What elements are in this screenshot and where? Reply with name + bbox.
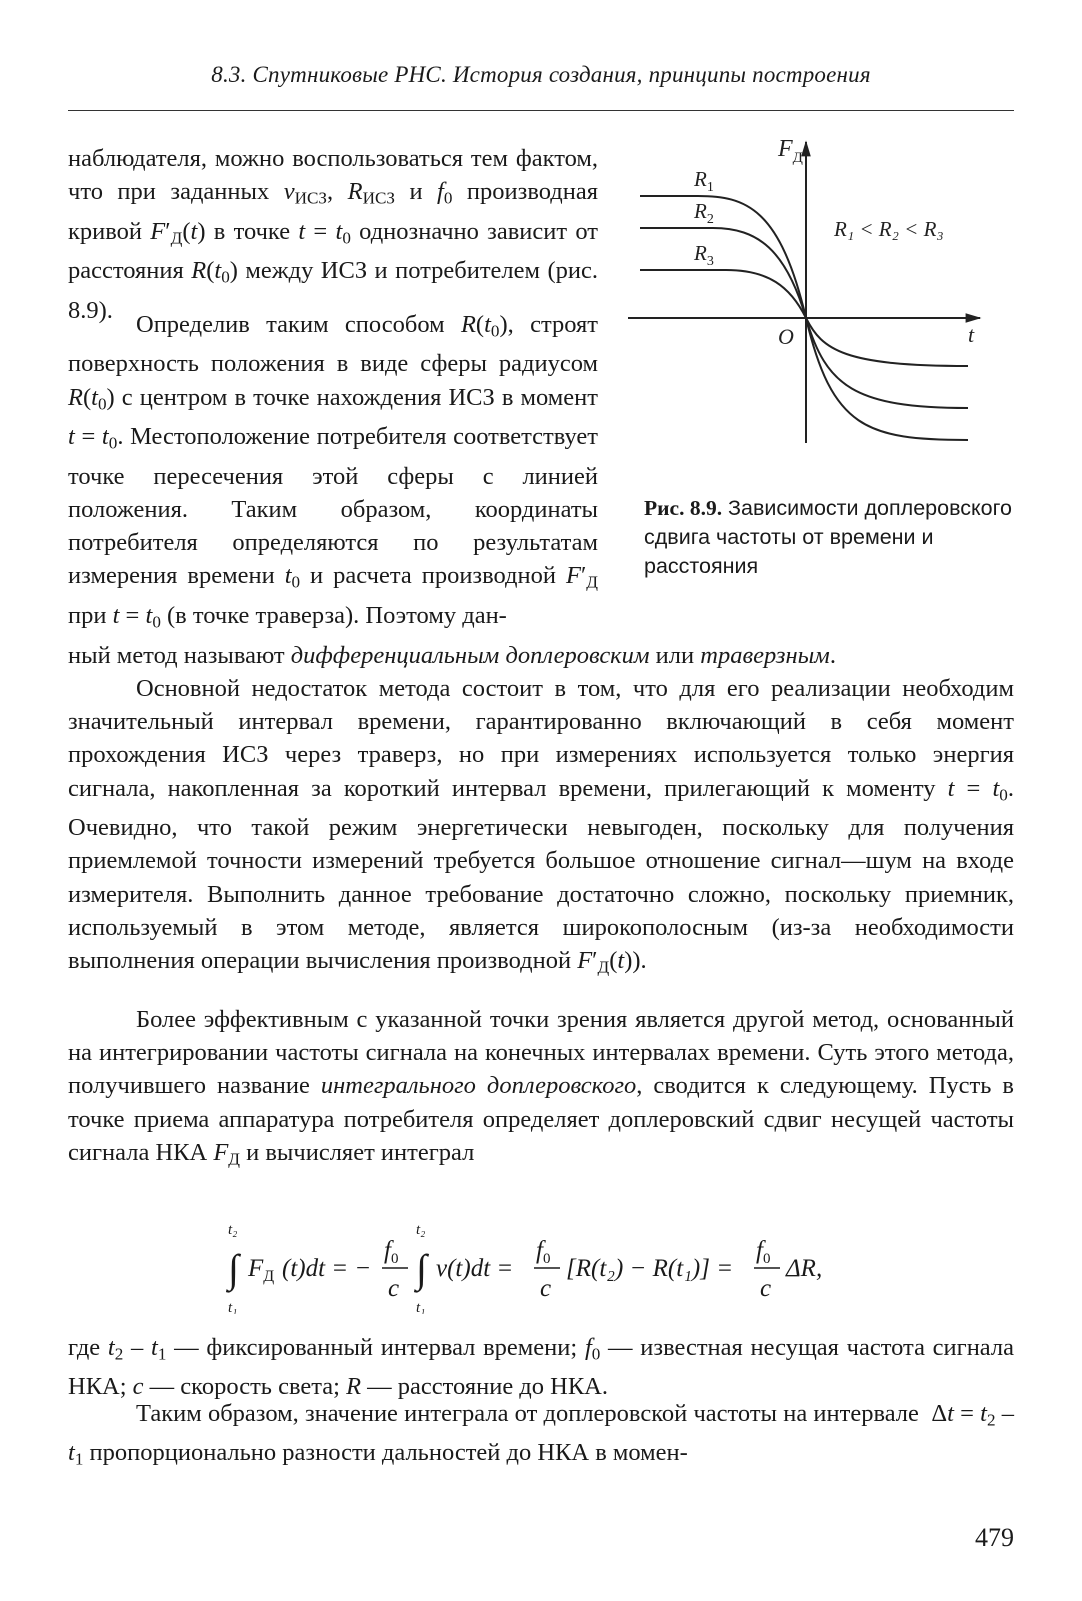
relation-label: R₁ < R₂ < R₃ <box>834 217 944 241</box>
page-number: 479 <box>975 1523 1014 1552</box>
paragraph-5: где $t_2 - t_1$ — фиксированный интервал времени; $f_0$ — известная несущая частота сигнала НКА; c — скорость света; R — расстояние до НКА. <box>68 1334 1015 1401</box>
curve-label-r2: $R_2$ <box>694 199 714 227</box>
paragraph-2: Определив таким способом $R(t_0)$, строят поверхность положения в виде сферы радиусом $R(t_0)$ с центром в точке нахождения ИСЗ в момент $t = t_0$. Местоположение потребителя соответствует точке пересечения этой сферы с линией положения. Таким образом, координаты потребителя определяются по результатам измерения времени $t_0$ и расчета производной $F'_Д$ при $t = t_0$ (в точке траверза). Поэтому дан- <box>68 311 598 632</box>
paragraph-6: Таким образом, значение интеграла от доплеровской частоты на интервале $\Delta t = t_2 - t_1$ пропорционально разности дальностей до НКА в момен- <box>68 1400 1014 1469</box>
paragraph-4: Более эффективным с указанной точки зрения является другой метод, основанный на интегрировании частоты сигнала на конечных интервалах времени. Суть этого метода, получившего название интегрального доплеровского, сводится к следующему. Пусть в точке приема аппаратура потребителя определяет доплеровский сдвиг несущей частоты сигнала НКА $F_Д$ и вычисляет интеграл <box>68 1006 1014 1169</box>
integral-sign-2: ∫ <box>416 1246 427 1291</box>
fraction-2-den: c <box>540 1275 552 1302</box>
caption-text: Зависимости доплеровского сдвига частоты от времени и расстояния <box>644 496 1012 578</box>
origin-label: O <box>778 324 794 349</box>
paragraph-2-end: ный метод называют дифференциальным доплеровским или траверзным. <box>68 642 836 669</box>
curve-label-r3: $R_3$ <box>694 241 714 269</box>
doppler-shift-figure <box>628 138 1018 488</box>
curve-label-r1: $R_1$ <box>694 167 714 195</box>
integral-formula <box>224 1222 864 1314</box>
paragraph-3: Основной недостаток метода состоит в том, что для его реализации необходим значительный интервал времени, гарантированно включающий в себя момент прохождения ИСЗ через траверз, но при измерениях используется только энергия сигнала, накопленная за короткий интервал времени, прилегающий к моменту $t = t_0$. Очевидно, что такой режим энергетически невыгоден, поскольку для получения приемлемой точности измерений требуется большое отношение сигнал—шум на входе измерителя. Выполнить данное требование достаточно сложно, поскольку приемник, используемый в этом методе, является широкополосным (из-за необходимости выполнения операции вычисления производной $F'_Д(t)$). <box>68 675 1014 977</box>
running-head: 8.3. Спутниковые РНС. История создания, принципы построения <box>211 62 871 87</box>
header-rule <box>68 110 1014 111</box>
fraction-3-den: c <box>760 1275 772 1302</box>
formula-term-3: [R(t₂) − R(t₁)] = <box>566 1255 734 1282</box>
lower-limit-2: t₁ <box>416 1300 426 1314</box>
figure-caption <box>644 494 1016 581</box>
fraction-1-num: $f_0$ <box>384 1237 399 1267</box>
formula-term-2: v(t)dt = <box>436 1255 514 1282</box>
paragraph-1: наблюдателя, можно воспользоваться тем фактом, что при заданных $v_{ИСЗ}$, $R_{ИСЗ}$ и $f_0$ производная кривой $F'_Д(t)$ в точке $t = t_0$ однозначно зависит от расстояния $R(t_0)$ между ИСЗ и потребителем (рис. 8.9). <box>68 145 599 324</box>
lower-limit-1: t₁ <box>228 1300 238 1314</box>
y-axis-label: $F_Д$ <box>778 138 803 166</box>
fraction-2-num: $f_0$ <box>536 1237 551 1267</box>
formula-term-1: (t)dt = − <box>282 1255 372 1282</box>
fd-symbol: $F_Д$ <box>248 1255 275 1285</box>
x-axis-label: t <box>968 322 975 347</box>
formula-term-4: ΔR, <box>786 1255 823 1282</box>
upper-limit-2: t₂ <box>416 1222 426 1238</box>
fraction-3-num: $f_0$ <box>756 1237 771 1267</box>
integral-sign-1: ∫ <box>228 1246 239 1291</box>
fraction-1-den: c <box>388 1275 400 1302</box>
caption-number: Рис. 8.9. <box>644 496 723 520</box>
upper-limit-1: t₂ <box>228 1222 238 1238</box>
